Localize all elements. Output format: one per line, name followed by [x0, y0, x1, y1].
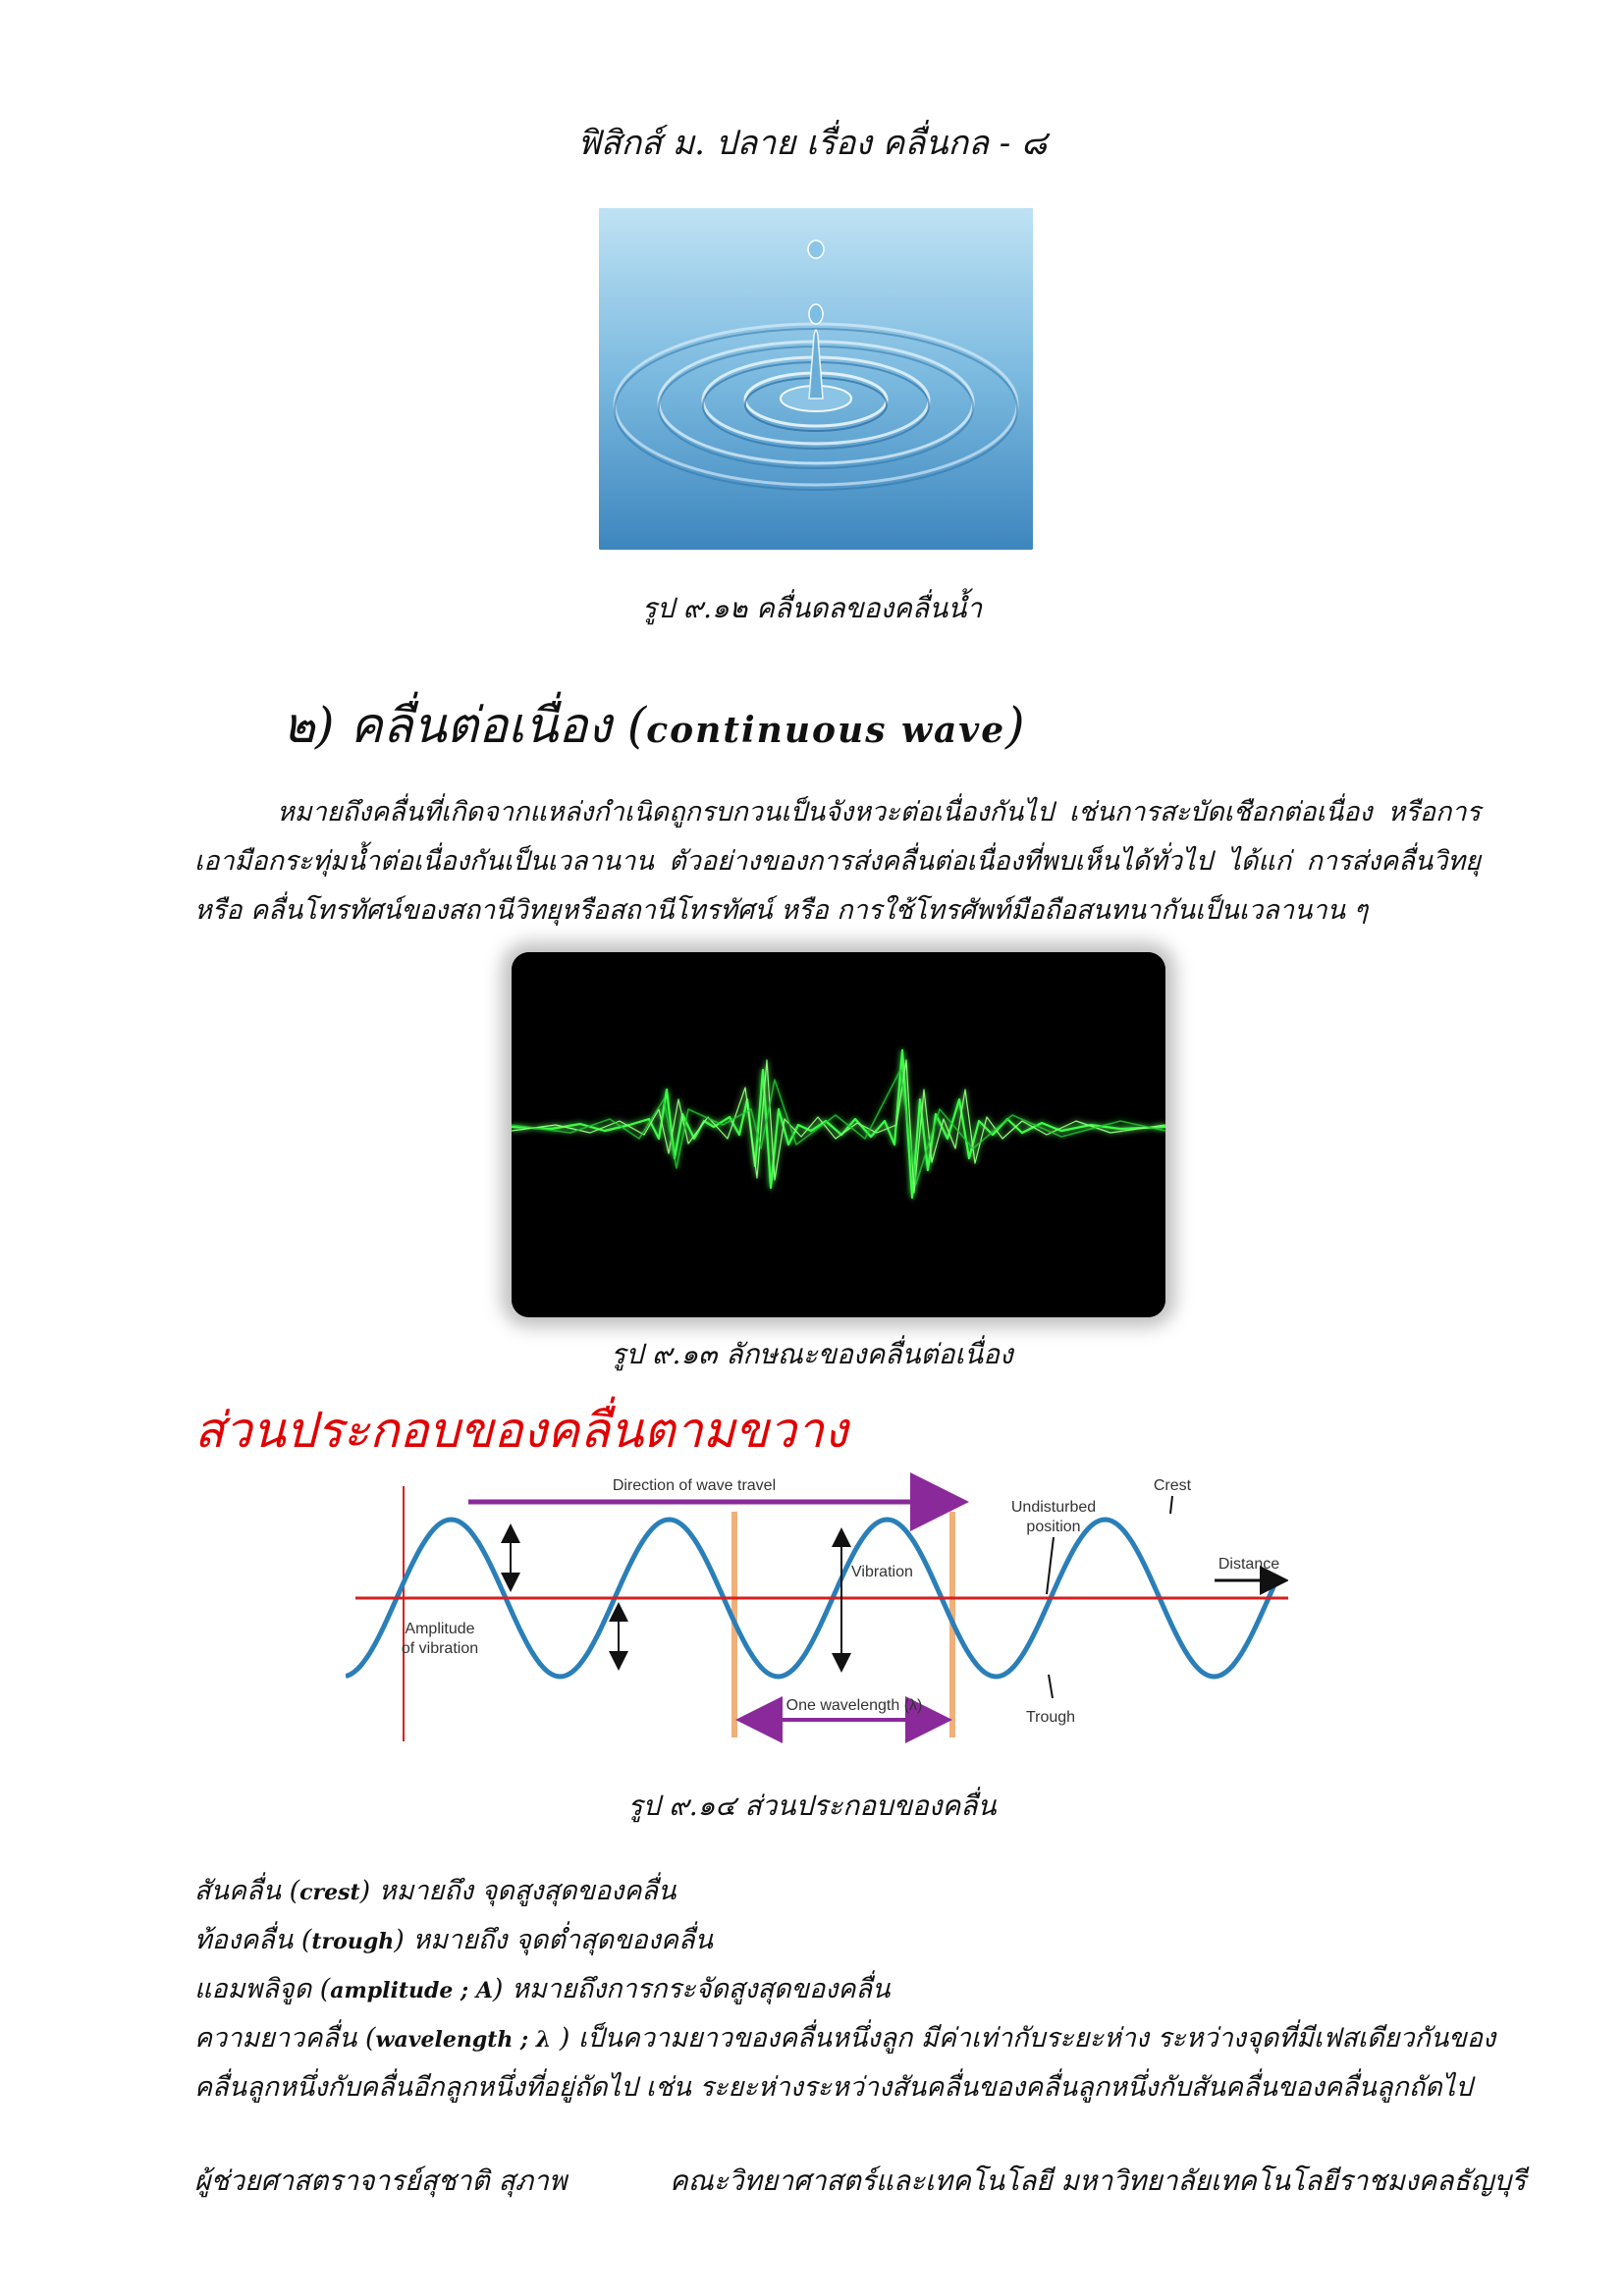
def-term: สันคลื่น ( [194, 1876, 300, 1906]
figure-caption-13: รูป ๙.๑๓ ลักษณะของคลื่นต่อเนื่อง [611, 1338, 1013, 1370]
figure-caption-14: รูป ๙.๑๔ ส่วนประกอบของคลื่น [627, 1789, 997, 1822]
amplitude-label-line1: Amplitude [405, 1621, 475, 1637]
def-text: ) หมายถึง จุดสูงสุดของคลื่น [359, 1876, 677, 1906]
amplitude-label-line2: of vibration [401, 1640, 479, 1657]
heading-thai: ๒) คลื่นต่อเนื่อง ( [283, 697, 647, 754]
continuous-wave-image [512, 952, 1165, 1317]
def-term-en: wavelength ; λ [375, 2027, 552, 2053]
crest-pointer [1170, 1496, 1172, 1514]
heading-english: continuous wave [646, 710, 1006, 751]
def-term-en: trough [311, 1929, 395, 1954]
trough-label: Trough [1025, 1709, 1076, 1726]
green-waveform-illustration [512, 952, 1165, 1317]
wavelength-label: One wavelength (λ) [785, 1697, 923, 1714]
page-header: ฟิสิกส์ ม. ปลาย เรื่อง คลื่นกล - ๘ [576, 124, 1048, 163]
definition-crest [194, 1869, 676, 1911]
transverse-wave-components-heading: ส่วนประกอบของคลื่นตามขวาง [194, 1402, 848, 1459]
def-text: คลื่นลูกหนึ่งกับคลื่นอีกลูกหนึ่งที่อยู่ถัดไป เช่น ระยะห่างระหว่างสันคลื่นของคลื่นลูกหนึ่งกับสันคลื่นของคลื่นลูกถัดไป [194, 2072, 1473, 2103]
transverse-wave-diagram [346, 1467, 1288, 1751]
def-text: ) หมายถึง จุดต่ำสุดของคลื่น [394, 1925, 713, 1955]
def-text: ) เป็นความยาวของคลื่นหนึ่งลูก มีค่าเท่ากับระยะห่าง ระหว่างจุดที่มีเฟสเดียวกันของ [551, 2023, 1496, 2054]
definition-wavelength [194, 2016, 1495, 2058]
distance-label: Distance [1218, 1556, 1280, 1573]
definition-wavelength-continued [194, 2065, 1472, 2108]
definition-amplitude [194, 1967, 890, 2009]
def-term: แอมพลิจูด ( [194, 1974, 331, 2004]
definition-trough [194, 1918, 713, 1960]
def-term: ความยาวคลื่น ( [194, 2023, 376, 2054]
heading-close: ) [1005, 697, 1025, 754]
water-ripple-image [599, 208, 1033, 550]
def-term-en: amplitude ; A [330, 1978, 493, 2003]
def-term-en: crest [299, 1880, 360, 1905]
footer-author: ผู้ช่วยศาสตราจารย์สุชาติ สุภาพ [194, 2164, 568, 2197]
def-term: ท้องคลื่น ( [194, 1925, 312, 1955]
direction-label: Direction of wave travel [612, 1477, 777, 1494]
paragraph-text: หมายถึงคลื่นที่เกิดจากแหล่งกำเนิดถูกรบกวนเป็นจังหวะต่อเนื่องกันไป เช่นการสะบัดเชือกต่อเนื่อง หรือการเอามือกระทุ่มน้ำต่อเนื่องกันเป็นเวลานาน ตัวอย่างของการส่งคลื่นต่อเนื่องที่พบเห็นได้ทั่วไป ได้แก่ การส่งคลื่นวิทยุ หรือ คลื่นโทรทัศน์ของสถานีวิทยุหรือสถานีโทรทัศน์ หรือ การใช้โทรศัพท์มือถือสนทนากันเป็นเวลานาน ๆ [194, 797, 1481, 926]
vibration-label: Vibration [851, 1564, 913, 1580]
water-ripple-illustration [599, 208, 1033, 550]
undisturbed-label: Undisturbed [1010, 1499, 1097, 1516]
figure-caption-12: รูป ๙.๑๒ คลื่นดลของคลื่นน้ำ [641, 592, 983, 624]
def-text: ) หมายถึงการกระจัดสูงสุดของคลื่น [492, 1974, 891, 2004]
undisturbed-pointer [1047, 1537, 1054, 1594]
section-heading-continuous-wave [283, 687, 1025, 765]
crest-label: Crest [1153, 1477, 1192, 1494]
trough-pointer [1049, 1675, 1053, 1698]
position-label: position [1026, 1519, 1081, 1535]
continuous-wave-paragraph [194, 788, 1481, 935]
footer-institution: คณะวิทยาศาสตร์และเทคโนโลยี มหาวิทยาลัยเทคโนโลยีราชมงคลธัญบุรี [670, 2164, 1527, 2197]
